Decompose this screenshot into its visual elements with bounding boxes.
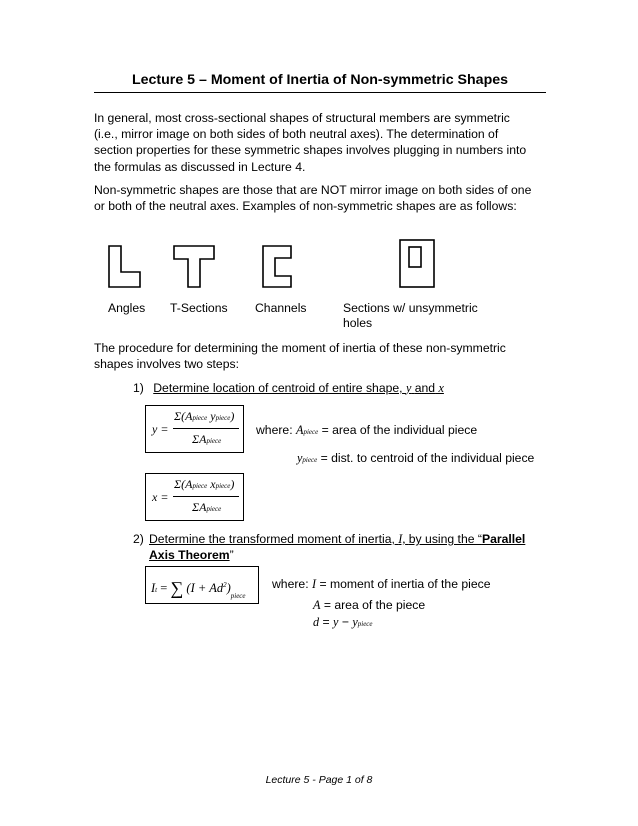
step-1-var-y: y (405, 381, 412, 395)
eq-it-close: ) (226, 581, 231, 595)
eq-y-lhs-var: y (152, 422, 158, 436)
intro-line: (i.e., mirror image on both sides of both neutral axes). The determination of (94, 127, 499, 142)
label-angles: Angles (108, 301, 146, 315)
eq-y-num-end: ) (230, 409, 235, 423)
step-2-bold-axis: Axis Theorem (149, 548, 230, 562)
equation-y-box (145, 405, 244, 453)
hole-shape (409, 247, 421, 267)
eq-x-fraction-bar (173, 496, 239, 497)
eq-it-sum: ∑ (170, 578, 184, 598)
intro-line: In general, most cross-sectional shapes of structural members are symmetric (94, 111, 510, 125)
eq-x-num-sub2: piece (215, 482, 231, 490)
label-holes (343, 301, 478, 330)
where2-line-2 (313, 598, 425, 613)
eq-y-lhs: y = (152, 422, 169, 436)
where2-var-a: A (313, 598, 321, 612)
procedure-line: shapes involves two steps: (94, 357, 239, 372)
step-2-number: 2) (133, 532, 144, 546)
where-var-a-sub: piece (303, 428, 319, 436)
step-1-text (153, 381, 444, 395)
step-1-and: and (414, 381, 436, 395)
label-channels: Channels (255, 301, 307, 315)
where2-var-i: I (311, 577, 317, 591)
equation-it-box (145, 566, 259, 604)
step-2-text-b: by using the “ (408, 532, 482, 546)
eq-it-lhs-sub: t (155, 586, 158, 594)
step-2-var: I, (398, 532, 406, 546)
page-title: Lecture 5 – Moment of Inertia of Non-symmetric Shapes (94, 72, 546, 93)
where2-minus: − (341, 615, 349, 629)
intro-line: section properties for these symmetric shapes involves plugging in numbers into (94, 143, 527, 158)
step-1-var-x: x (438, 381, 444, 395)
angle-shape (109, 246, 140, 287)
where2-var-yp: y (352, 615, 358, 629)
step-2-bold-parallel: Parallel (481, 532, 526, 546)
intro-line: the formulas as discussed in Lecture 4. (94, 159, 306, 174)
where-desc-dist: = dist. to centroid of the individual piece (320, 451, 535, 465)
eq-x-lhs-var: x (152, 490, 158, 504)
eq-x-den: ΣA (192, 500, 207, 514)
where-var-y-sub: piece (302, 456, 318, 464)
label-holes-line: holes (343, 316, 373, 330)
procedure-line: The procedure for determining the moment of inertia of these non-symmetric (94, 341, 506, 355)
step-1-heading (133, 381, 444, 396)
eq-y-denominator (192, 432, 221, 447)
page-footer: Lecture 5 - Page 1 of 8 (265, 774, 373, 786)
eq-y-den-sub: piece (206, 437, 222, 445)
step-2-text (149, 531, 553, 563)
where2-var-d: d (313, 615, 320, 629)
eq-y-numerator (174, 409, 234, 424)
eq-y-num-sub2: piece (215, 414, 231, 422)
eq-x-num-x: x (210, 477, 216, 491)
step-2-heading (133, 531, 553, 563)
equation-x-box (145, 473, 244, 521)
eq-x-num-a: Σ(A (174, 477, 193, 491)
where-var-a: A (295, 423, 304, 437)
label-holes-line: Sections w/ unsymmetric (343, 301, 478, 315)
where2-var-yp-sub: piece (357, 620, 373, 628)
where2-desc-a: = area of the piece (323, 598, 426, 612)
step-2-text-a: Determine the transformed moment of inertia, (149, 532, 395, 546)
eq-y-num-sub1: piece (192, 414, 208, 422)
where-label: where: (256, 423, 293, 437)
where-var-y: y (297, 451, 303, 465)
eq-y-fraction-bar (173, 428, 239, 429)
where-area (256, 423, 477, 438)
eq-x-num-sub1: piece (192, 482, 208, 490)
eq-y-num-a: Σ(A (174, 409, 193, 423)
where-dist (297, 451, 534, 466)
nonsym-line: Non-symmetric shapes are those that are NOT mirror image on both sides of one (94, 183, 532, 197)
eq-it-sup: 2 (223, 580, 227, 589)
eq-y-den: ΣA (192, 432, 207, 446)
where2-label: where: (272, 577, 309, 591)
eq-x-num-end: ) (230, 477, 235, 491)
eq-y-num-y: y (210, 409, 216, 423)
eq-it-lhs: I (151, 581, 156, 595)
tsection-shape (174, 246, 214, 287)
procedure-paragraph (94, 340, 554, 372)
where-desc-area: = area of the individual piece (321, 423, 478, 437)
eq-it-equals: = (160, 581, 168, 595)
eq-x-lhs: x = (152, 490, 169, 504)
eq-it-content (151, 576, 246, 600)
label-tsections: T-Sections (170, 301, 228, 315)
eq-x-den-sub: piece (206, 505, 222, 513)
step-2-close: ” (229, 548, 234, 562)
where2-equals: = (322, 615, 330, 629)
nonsym-line: or both of the neutral axes. Examples of non-symmetric shapes are as follows: (94, 199, 517, 214)
where2-line-3 (313, 615, 373, 630)
step-1-number: 1) (133, 381, 144, 395)
where2-line-1 (272, 577, 491, 592)
eq-x-numerator (174, 477, 234, 492)
eq-it-body: (I + Ad (186, 581, 224, 595)
step-1-text-main: Determine location of centroid of entire shape, (153, 381, 403, 395)
where2-desc-i: = moment of inertia of the piece (319, 577, 491, 591)
eq-it-sub: piece (230, 592, 246, 600)
eq-x-denominator (192, 500, 221, 515)
channel-shape (263, 246, 291, 287)
where2-var-y: y (333, 615, 339, 629)
